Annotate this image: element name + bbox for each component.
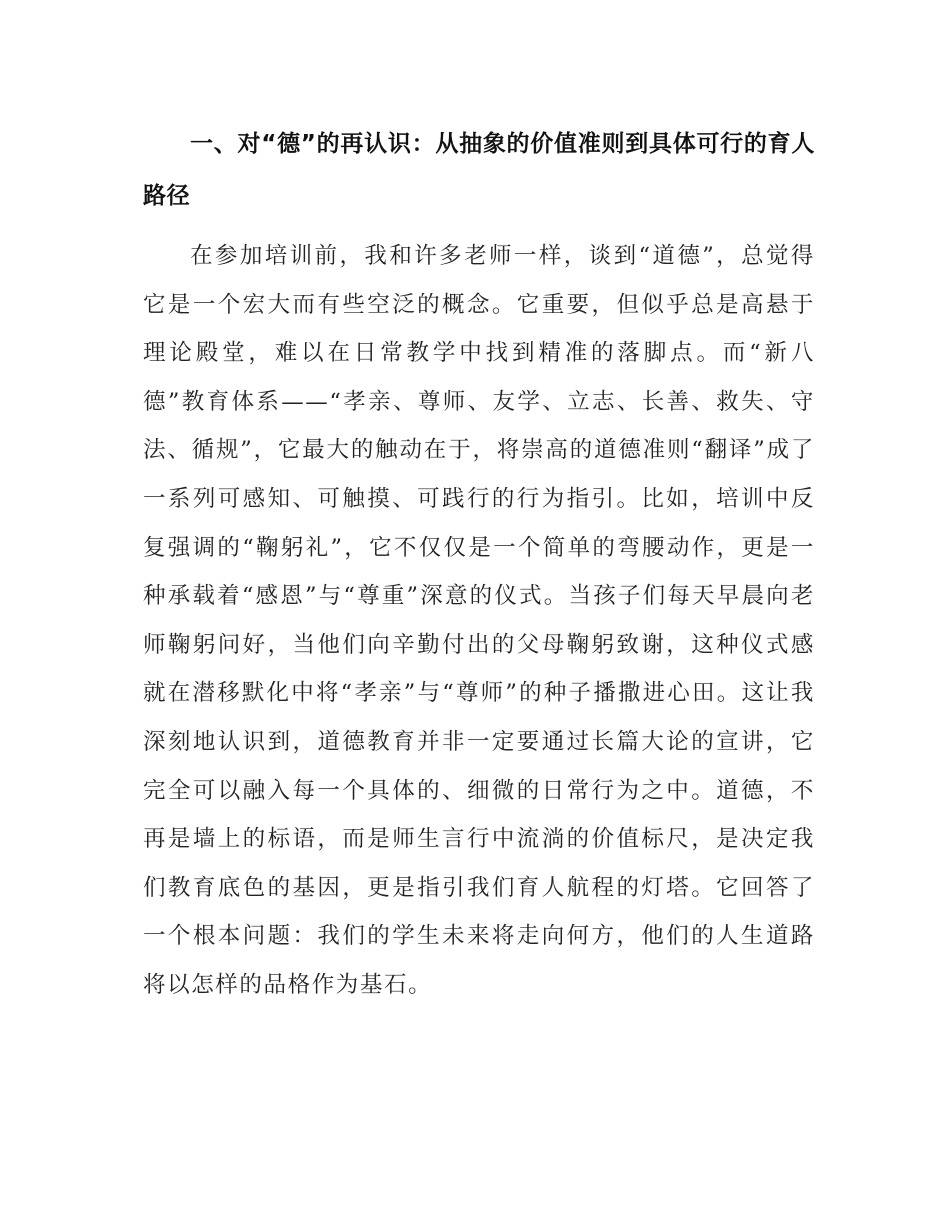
section-heading: 一、对“德”的再认识：从抽象的价值准则到具体可行的育人路径 — [143, 131, 815, 209]
body-paragraph: 在参加培训前，我和许多老师一样，谈到“道德”，总觉得它是一个宏大而有些空泛的概念。它重要，但似乎总是高悬于理论殿堂，难以在日常教学中找到精准的落脚点。而“新八德”教育体系——“孝亲、尊师、友学、立志、长善、救失、守法、循规”，它最大的触动在于，将崇高的道德准则“翻译”成了一系列可感知、可触摸、可践行的行为指引。比如，培训中反复强调的“鞠躬礼”，它不仅仅是一个简单的弯腰动作，更是一种承载着“感恩”与“尊重”深意的仪式。当孩子们每天早晨向老师鞠躬问好，当他们向辛勤付出的父母鞠躬致谢，这种仪式感就在潜移默化中将“孝亲”与“尊师”的种子播撒进心田。这让我深刻地认识到，道德教育并非一定要通过长篇大论的宣讲，它完全可以融入每一个具体的、细微的日常行为之中。道德，不再是墙上的标语，而是师生言行中流淌的价值标尺，是决定我们教育底色的基因，更是指引我们育人航程的灯塔。它回答了一个根本问题：我们的学生未来将走向何方，他们的人生道路将以怎样的品格作为基石。 — [143, 243, 815, 998]
